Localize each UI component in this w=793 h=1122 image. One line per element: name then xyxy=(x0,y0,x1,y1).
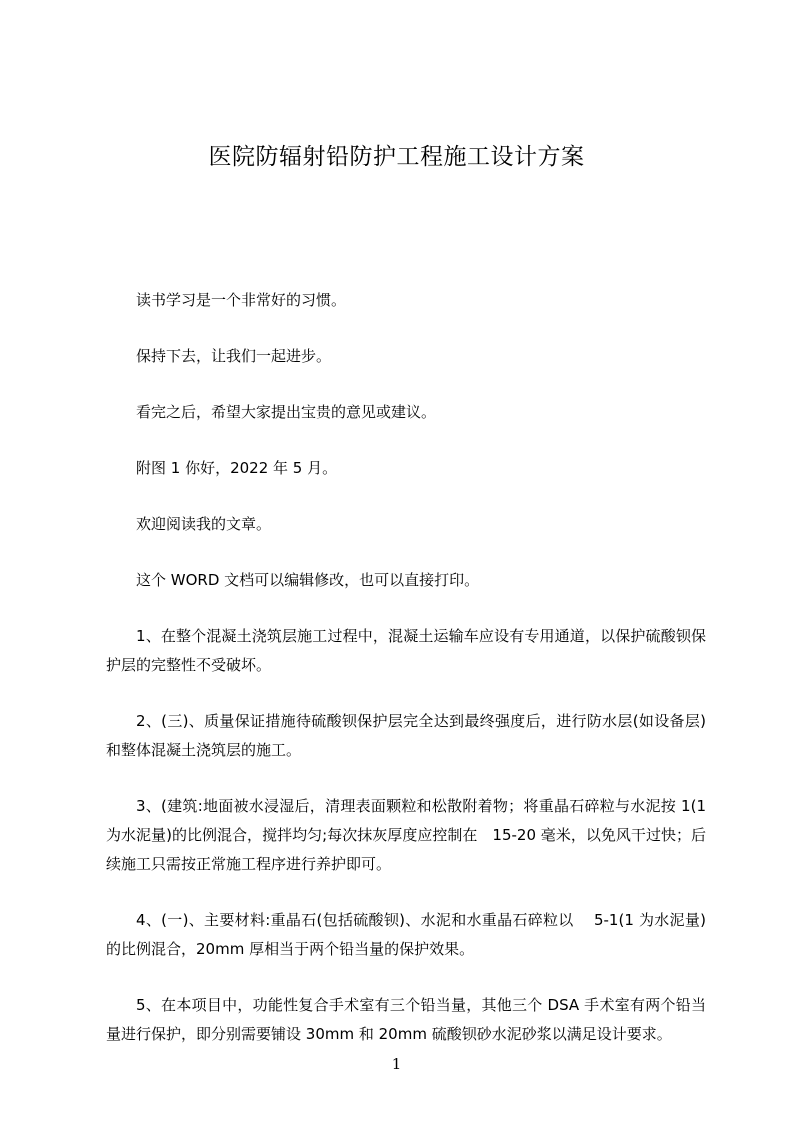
document-title: 医院防辐射铅防护工程施工设计方案 xyxy=(208,144,585,170)
paragraph: 2、(三)、质量保证措施待硫酸钡保护层完全达到最终强度后，进行防水层(如设备层)和整体混凝土浇筑层的施工。 xyxy=(106,712,706,759)
page-number: 1 xyxy=(391,1055,402,1073)
paragraph: 读书学习是一个非常好的习惯。 xyxy=(136,291,347,309)
paragraph: 1、在整个混凝土浇筑层施工过程中，混凝土运输车应设有专用通道，以保护硫酸钡保护层的完整性不受破坏。 xyxy=(106,627,706,674)
paragraph: 4、(一)、主要材料:重晶石(包括硫酸钡)、水泥和水重晶石碎粒以 5-1(1 为水泥量)的比例混合，20mm 厚相当于两个铅当量的保护效果。 xyxy=(106,911,706,958)
paragraph: 看完之后，希望大家提出宝贵的意见或建议。 xyxy=(136,403,437,421)
paragraph: 欢迎阅读我的文章。 xyxy=(136,515,272,533)
paragraph: 附图 1 你好，2022 年 5 月。 xyxy=(136,459,338,477)
paragraph: 5、在本项目中，功能性复合手术室有三个铅当量，其他三个 DSA 手术室有两个铅当量进行保护，即分别需要铺设 30mm 和 20mm 硫酸钡砂水泥砂浆以满足设计要求。 xyxy=(106,996,706,1043)
document-body xyxy=(106,286,706,1076)
paragraph: 这个 WORD 文档可以编辑修改，也可以直接打印。 xyxy=(136,571,480,589)
paragraph: 3、(建筑:地面被水浸湿后，清理表面颗粒和松散附着物；将重晶石碎粒与水泥按 1(1 为水泥量)的比例混合，搅拌均匀;每次抹灰厚度应控制在 15-20 毫米，以免风干过快；后续施工只需按正常施工程序进行养护即可。 xyxy=(106,797,706,873)
paragraph: 保持下去，让我们一起进步。 xyxy=(136,347,332,365)
